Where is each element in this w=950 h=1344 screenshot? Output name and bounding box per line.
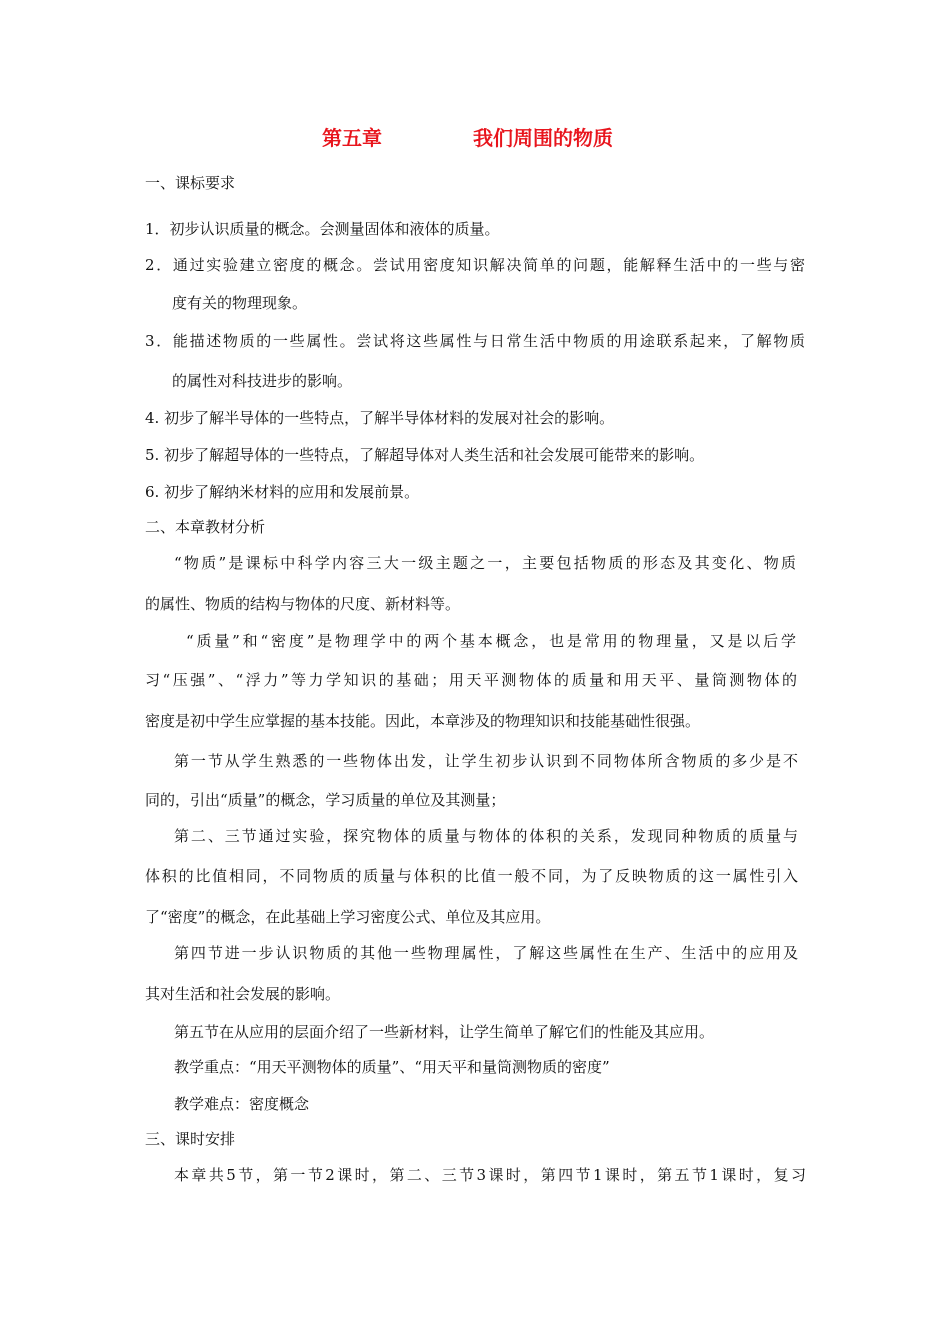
paragraph-line: 本章共5节，第一节2课时，第二、三节3课时，第四节1课时，第五节1课时，复习 <box>174 1166 806 1184</box>
requirement-1: 1．初步认识质量的概念。会测量固体和液体的质量。 <box>145 220 500 238</box>
requirement-2: 2．通过实验建立密度的概念。尝试用密度知识解决简单的问题，能解释生活中的一些与密 <box>145 256 805 274</box>
paragraph-line: 同的，引出“质量”的概念，学习质量的单位及其测量； <box>145 791 506 809</box>
chapter-number: 第五章 <box>322 126 382 150</box>
paragraph-line: 第四节进一步认识物质的其他一些物理属性，了解这些属性在生产、生活中的应用及 <box>174 944 798 962</box>
section-heading-1: 一、课标要求 <box>145 174 236 192</box>
paragraph-line: 第一节从学生熟悉的一些物体出发，让学生初步认识到不同物体所含物质的多少是不 <box>174 752 798 770</box>
paragraph-line: 第二、三节通过实验，探究物体的质量与物体的体积的关系，发现同种物质的质量与 <box>174 827 798 845</box>
teaching-focus: 教学重点：“用天平测物体的质量”、“用天平和量筒测物质的密度” <box>174 1058 610 1076</box>
paragraph-line: 习“压强”、“浮力”等力学知识的基础；用天平测物体的质量和用天平、量筒测物体的 <box>145 671 797 689</box>
requirement-6: 6. 初步了解纳米材料的应用和发展前景。 <box>145 483 420 501</box>
requirement-4: 4. 初步了解半导体的一些特点，了解半导体材料的发展对社会的影响。 <box>145 409 615 427</box>
paragraph-line: 了“密度”的概念，在此基础上学习密度公式、单位及其应用。 <box>145 908 551 926</box>
teaching-difficulty: 教学难点：密度概念 <box>174 1095 310 1113</box>
section-heading-3: 三、课时安排 <box>145 1130 236 1148</box>
paragraph-line: 体积的比值相同，不同物质的质量与体积的比值一般不同，为了反映物质的这一属性引入 <box>145 867 798 885</box>
chapter-topic: 我们周围的物质 <box>473 126 613 150</box>
paragraph-line: “物质”是课标中科学内容三大一级主题之一，主要包括物质的形态及其变化、物质 <box>174 554 796 572</box>
chapter-title <box>0 122 950 154</box>
requirement-2-cont: 度有关的物理现象。 <box>172 294 308 312</box>
paragraph-line: 密度是初中学生应掌握的基本技能。因此，本章涉及的物理知识和技能基础性很强。 <box>145 712 701 730</box>
paragraph-line: “质量”和“密度”是物理学中的两个基本概念，也是常用的物理量，又是以后学 <box>186 632 796 650</box>
paragraph-line: 第五节在从应用的层面介绍了一些新材料，让学生简单了解它们的性能及其应用。 <box>174 1023 715 1041</box>
requirement-3: 3．能描述物质的一些属性。尝试将这些属性与日常生活中物质的用途联系起来，了解物质 <box>145 332 805 350</box>
requirement-5: 5. 初步了解超导体的一些特点，了解超导体对人类生活和社会发展可能带来的影响。 <box>145 446 705 464</box>
paragraph-line: 的属性、物质的结构与物体的尺度、新材料等。 <box>145 595 461 613</box>
section-heading-2: 二、本章教材分析 <box>145 518 266 536</box>
requirement-3-cont: 的属性对科技进步的影响。 <box>172 372 353 390</box>
paragraph-line: 其对生活和社会发展的影响。 <box>145 985 341 1003</box>
